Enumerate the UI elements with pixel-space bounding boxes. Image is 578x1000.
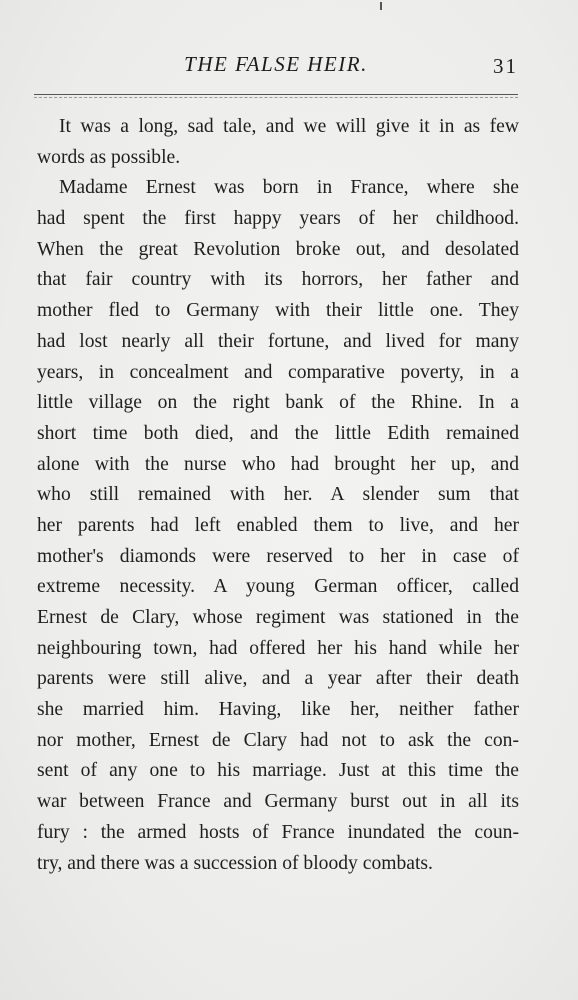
- running-head: [34, 52, 518, 82]
- text-line: extreme necessity. A young German officer, called: [37, 576, 519, 598]
- running-title: THE FALSE HEIR.: [184, 52, 368, 76]
- text-line: years, in concealment and comparative poverty, in a: [37, 361, 519, 383]
- text-line: had lost nearly all their fortune, and lived for many: [37, 330, 519, 352]
- text-line: little village on the right bank of the Rhine. In a: [37, 392, 519, 414]
- text-line: neighbouring town, had offered her his hand while her: [37, 637, 519, 659]
- header-rule-secondary: [34, 97, 518, 98]
- text-line: words as possible.: [37, 146, 181, 168]
- text-line: try, and there was a succession of bloody combats.: [37, 852, 433, 874]
- header-rule: [34, 94, 518, 95]
- text-line: mother's diamonds were reserved to her in case of: [37, 545, 519, 567]
- text-line: her parents had left enabled them to live, and her: [37, 514, 519, 536]
- text-line: war between France and Germany burst out in all its: [37, 791, 519, 813]
- text-line: sent of any one to his marriage. Just at this time the: [37, 760, 519, 782]
- print-mark: [380, 2, 382, 10]
- text-line: When the great Revolution broke out, and desolated: [37, 238, 519, 260]
- body-text: [37, 112, 519, 879]
- page-number: 31: [493, 54, 518, 78]
- text-line: parents were still alive, and a year after their death: [37, 668, 519, 690]
- text-line: short time both died, and the little Edith remained: [37, 422, 519, 444]
- text-line: she married him. Having, like her, neither father: [37, 699, 519, 721]
- text-line: Madame Ernest was born in France, where she: [59, 177, 519, 199]
- text-line: Ernest de Clary, whose regiment was stationed in the: [37, 607, 519, 628]
- text-line: alone with the nurse who had brought her up, and: [37, 453, 519, 475]
- text-line: fury : the armed hosts of France inundated the coun-: [37, 821, 519, 843]
- text-line: It was a long, sad tale, and we will give it in as few: [59, 116, 519, 137]
- text-line: who still remained with her. A slender sum that: [37, 484, 519, 506]
- text-line: nor mother, Ernest de Clary had not to ask the con-: [37, 729, 519, 751]
- text-line: that fair country with its horrors, her father and: [37, 269, 519, 291]
- text-line: mother fled to Germany with their little one. They: [37, 300, 519, 322]
- text-line: had spent the first happy years of her childhood.: [37, 208, 519, 230]
